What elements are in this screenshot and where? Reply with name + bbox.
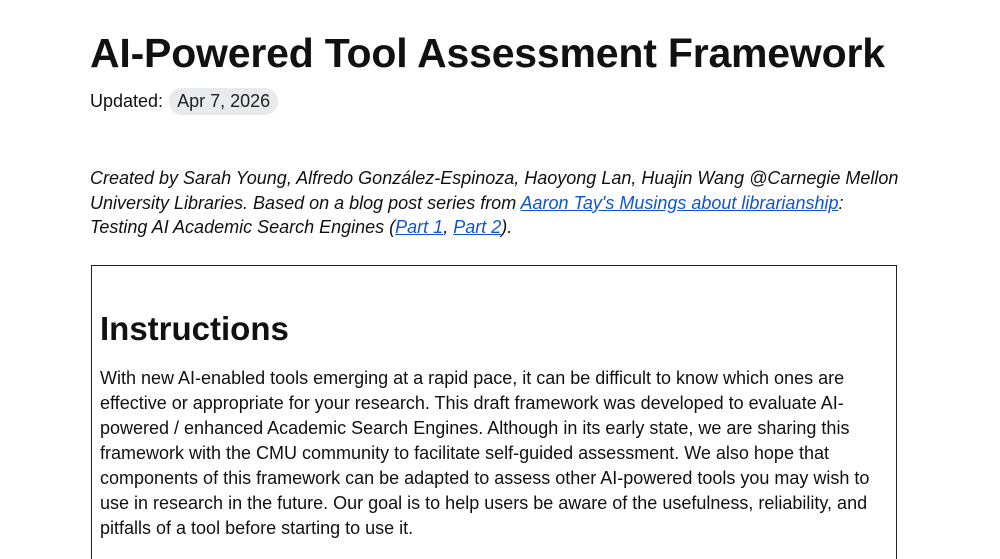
updated-row [90,88,278,115]
part-1-link[interactable]: Part 1 [395,217,444,237]
credits-paragraph [90,166,900,240]
updated-label: Updated: [90,91,164,111]
instructions-box [91,265,897,559]
credits-prefix: Created by Sarah Young, Alfredo González-Espinoza, Haoyong Lan, Huajin Wang @Carnegie Mellon University Libraries. Based on a blog post series from [90,168,899,213]
credits-separator: , [443,217,454,237]
credits-suffix: ). [501,217,513,237]
document-title: AI-Powered Tool Assessment Framework [90,30,885,76]
instructions-heading: Instructions [100,310,289,347]
instructions-body: With new AI-enabled tools emerging at a rapid pace, it can be difficult to know which ones are effective or appropriate for your research. This draft framework was developed to evaluate AI-powered / enhanced Academic Search Engines. Although in its early state, we are sharing this framework with the CMU community to facilitate self-guided assessment. We also hope that components of this framework can be adapted to assess other AI-powered tools you may wish to use in research in the future. Our goal is to help users be aware of the usefulness, reliability, and pitfalls of a tool before starting to use it. [100,368,870,538]
updated-date-chip[interactable]: Apr 7, 2026 [169,88,278,115]
blog-series-link[interactable]: Aaron Tay's Musings about librarianship [520,192,839,213]
credits-middle: : Testing AI Academic Search Engines ( [90,192,844,237]
part-2-link[interactable]: Part 2 [453,217,502,237]
